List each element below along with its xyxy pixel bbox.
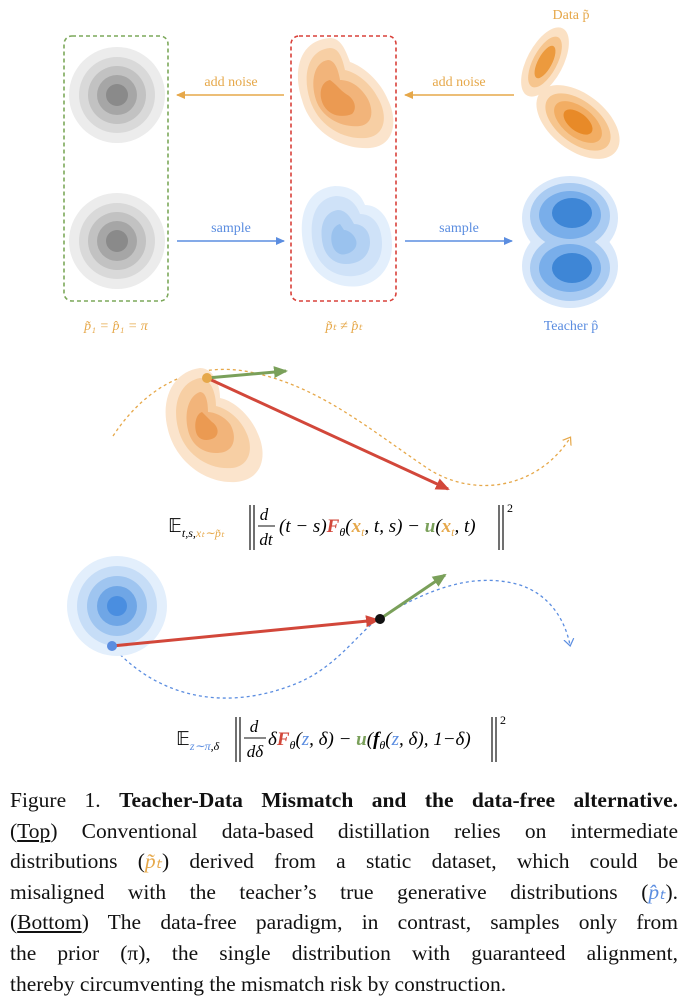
svg-text:2: 2 xyxy=(507,501,513,515)
teacher-label: Teacher p̂ xyxy=(543,319,599,334)
caption-title: Teacher-Data Mismatch and the data-free alternative. xyxy=(119,788,678,812)
gaussian-gray-top xyxy=(69,47,165,143)
caption-line-5-text: ) The data-free paradigm, in contrast, samples only from xyxy=(81,910,678,935)
mismatch-label: p̃ₜ ≠ p̂ₜ xyxy=(325,319,363,334)
caption-bottom-link: Bottom xyxy=(17,910,82,935)
prior-label: p̃₁ = p̂₁ = π xyxy=(84,319,148,334)
svg-text:dδ: dδ xyxy=(246,742,264,761)
svg-text:δFθ(z, δ) − u(fθ(z, δ), 1−δ): $\delta F_\theta(z$, $\delta) - u(f_\theta(z$, δ), 1−δ) xyxy=(268,729,471,752)
loss-equation-data-based xyxy=(168,501,513,550)
svg-text:dt: dt xyxy=(259,530,273,549)
green-arrow-data xyxy=(207,371,286,378)
caption-line-2-text: ) Conventional data-based distillation relies on intermediate xyxy=(50,818,678,843)
svg-text:d: d xyxy=(249,717,259,736)
prior-sample-point xyxy=(107,641,117,651)
data-based-orange-blob xyxy=(166,368,263,482)
figure-caption xyxy=(10,785,678,999)
svg-text:2: 2 xyxy=(500,713,506,727)
data-distribution xyxy=(511,20,633,174)
caption-line-4b: ). xyxy=(665,879,678,904)
student-output-point xyxy=(375,614,385,624)
teacher-distribution xyxy=(522,176,618,308)
loss-equation-data-free xyxy=(176,713,506,762)
add-noise-label-right: add noise xyxy=(432,75,486,90)
caption-symbol-p-tilde: p̃ₜ xyxy=(144,849,163,874)
caption-line-5: (Bottom) The data-free paradigm, in contrast, samples only from xyxy=(10,910,678,935)
sample-label-left: sample xyxy=(211,221,251,236)
svg-text:𝔼z∼π,δ: 𝔼$_{z\sim\pi}$,δ xyxy=(176,729,220,753)
intermediate-data-distribution xyxy=(298,38,393,148)
caption-line-4 xyxy=(10,877,678,908)
caption-symbol-p-hat: p̂ₜ xyxy=(648,879,666,904)
caption-line-7: thereby circumventing the mismatch risk by construction. xyxy=(10,971,507,996)
caption-top-link: Top xyxy=(17,818,51,843)
caption-line-4a: misaligned with the teacher’s true generative distributions ( xyxy=(10,879,649,904)
caption-line-6: the prior (π), the single distribution with guaranteed alignment, xyxy=(10,940,678,965)
svg-text:(t − s)Fθ(xt, t, s) − u(xt, t): $(t - s)F_\theta(x_t$, t, $s) - u(x_t$, t) xyxy=(279,516,476,539)
gaussian-gray-bottom xyxy=(69,193,165,289)
caption-line-3b: ) derived from a static dataset, which could be xyxy=(162,849,678,874)
intermediate-teacher-distribution xyxy=(302,186,392,287)
caption-line-1 xyxy=(10,785,678,816)
data-label: Data p̃ xyxy=(552,8,590,23)
caption-line-3 xyxy=(10,846,678,877)
caption-line-2: (Top) Conventional data-based distillation relies on intermediate xyxy=(10,818,678,843)
caption-line-3a: distributions ( xyxy=(10,849,145,874)
svg-text:d: d xyxy=(259,505,269,524)
add-noise-label-left: add noise xyxy=(204,75,258,90)
green-arrow-prior xyxy=(380,575,445,619)
caption-prefix: Figure 1. xyxy=(10,788,120,812)
sample-label-right: sample xyxy=(439,221,479,236)
data-sample-point xyxy=(202,373,212,383)
svg-text:𝔼t,s,xₜ∼p̃ₜ: 𝔼$_{t,s,}$xₜ∼p̃ₜ xyxy=(168,516,225,540)
